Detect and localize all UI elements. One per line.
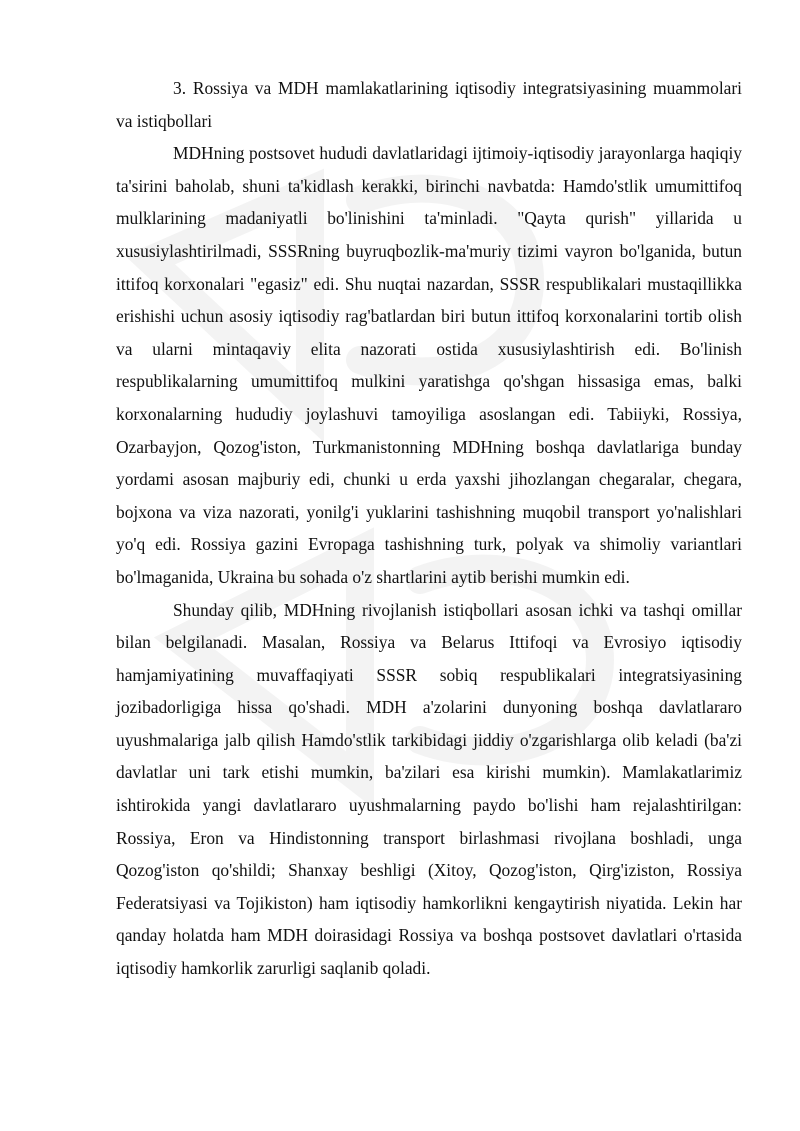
paragraph-1: MDHning postsovet hududi davlatlaridagi ijtimoiy-iqtisodiy jarayonlarga haqiqiy ta'sirini baholab, shuni ta'kidlash kerakki, birinchi navbatda: Hamdo'stlik umumittifoq mulklarining madaniyatli bo'linishini ta'minladi. "Qayta qurish" yillarida u xususiylashtirilmadi, SSSRning buyruqbozlik-ma'muriy tizimi vayron bo'lganida, butun ittifoq korxonalari "egasiz" edi. Shu nuqtai nazardan, SSSR respublikalari mustaqillikka erishishi uchun asosiy iqtisodiy rag'batlardan biri butun ittifoq korxonalarini tortib olish va ularni mintaqaviy elita nazorati ostida xususiylashtirish edi. Bo'linish respublikalarning umumittifoq mulkini yaratishga qo'shgan hissasiga emas, balki korxonalarning hududiy joylashuvi tamoyiliga asoslangan edi. Tabiiyki, Rossiya, Ozarbayjon, Qozog'iston, Turkmanistonning MDHning boshqa davlatlariga bunday yordami asosan majburiy edi, chunki u erda yaxshi jihozlangan chegaralar, chegara, bojxona va viza nazorati, yonilg'i yuklarini tashishning muqobil transport yo'nalishlari yo'q edi. Rossiya gazini Evropaga tashishning turk, polyak va shimoliy variantlari bo'lmaganida, Ukraina bu sohada o'z shartlarini aytib berishi mumkin edi.: [116, 143, 742, 587]
paragraph-2: Shunday qilib, MDHning rivojlanish istiqbollari asosan ichki va tashqi omillar bilan belgilanadi. Masalan, Rossiya va Belarus Ittifoqi va Evrosiyo iqtisodiy hamjamiyatining muvaffaqiyati SSSR sobiq respublikalari integratsiyasining jozibadorligiga hissa qo'shadi. MDH a'zolarini dunyoning boshqa davlatlararo uyushmalariga jalb qilish Hamdo'stlik tarkibidagi jiddiy o'zgarishlarga olib keladi (ba'zi davlatlar uni tark etishi mumkin, ba'zilari esa kirishi mumkin). Mamlakatlarimiz ishtirokida yangi davlatlararo uyushmalarning paydo bo'lishi ham rejalashtirilgan: Rossiya, Eron va Hindistonning transport birlashmasi rivojlana boshladi, unga Qozog'iston qo'shildi; Shanxay beshligi (Xitoy, Qozog'iston, Qirg'iziston, Rossiya Federatsiyasi va Tojikiston) ham iqtisodiy hamkorlikni kengaytirish niyatida. Lekin har qanday holatda ham MDH doirasidagi Rossiya va boshqa postsovet davlatlari o'rtasida iqtisodiy hamkorlik zarurligi saqlanib qoladi.: [116, 599, 742, 979]
document-body: [116, 72, 742, 985]
section-heading: 3. Rossiya va MDH mamlakatlarining iqtisodiy integratsiyasining muammolari va istiqbollari: [116, 78, 742, 131]
